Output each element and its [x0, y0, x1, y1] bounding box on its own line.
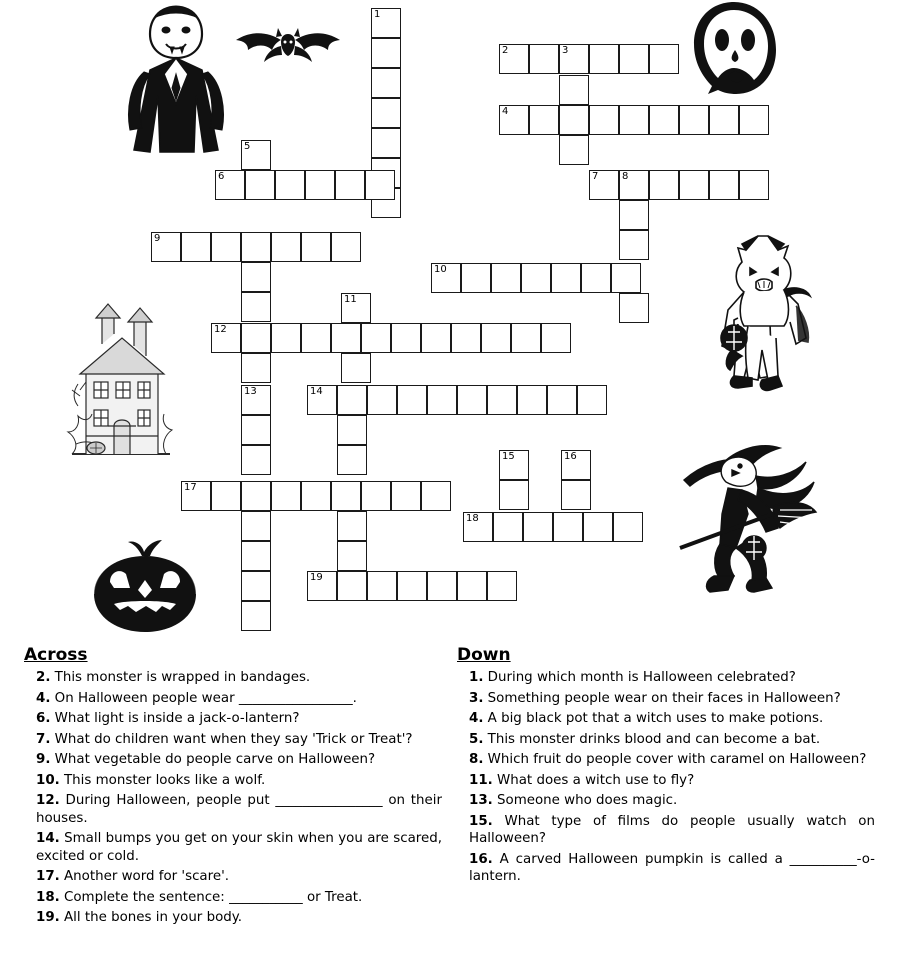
crossword-cell[interactable]	[241, 601, 271, 631]
crossword-cell[interactable]	[583, 512, 613, 542]
crossword-cell[interactable]	[547, 385, 577, 415]
crossword-cell[interactable]	[391, 323, 421, 353]
crossword-cell[interactable]	[367, 385, 397, 415]
crossword-cell[interactable]	[241, 511, 271, 541]
ghost-face-mask-illustration	[684, 0, 786, 96]
crossword-cell[interactable]	[553, 512, 583, 542]
crossword-cell[interactable]	[307, 571, 337, 601]
clue-item	[22, 772, 442, 790]
crossword-cell[interactable]	[559, 135, 589, 165]
clue-text: A big black pot that a witch uses to make potions.	[487, 711, 824, 726]
crossword-cell[interactable]	[331, 481, 361, 511]
clue-item	[455, 751, 875, 769]
crossword-cell[interactable]	[457, 385, 487, 415]
clue-text: What type of films do people usually watch on Halloween?	[469, 813, 875, 846]
crossword-cell[interactable]	[499, 44, 529, 74]
crossword-cell[interactable]	[365, 170, 395, 200]
clue-number: 11.	[469, 772, 493, 788]
crossword-cell[interactable]	[613, 512, 643, 542]
crossword-cell[interactable]	[305, 170, 335, 200]
crossword-cell[interactable]	[451, 323, 481, 353]
clue-item	[455, 710, 875, 728]
crossword-cell[interactable]	[371, 98, 401, 128]
clue-text: Which fruit do people cover with caramel on Halloween?	[487, 752, 867, 767]
crossword-cell[interactable]	[561, 480, 591, 510]
clue-number: 16.	[469, 851, 493, 867]
clue-item	[22, 751, 442, 769]
crossword-cell[interactable]	[371, 128, 401, 158]
cell-number: 15	[502, 451, 515, 462]
clue-text: What does a witch use to fly?	[497, 772, 695, 788]
crossword-cell[interactable]	[337, 385, 367, 415]
crossword-cell[interactable]	[619, 44, 649, 74]
crossword-cell[interactable]	[337, 511, 367, 541]
crossword-cell[interactable]	[709, 105, 739, 135]
clue-item	[455, 690, 875, 708]
crossword-cell[interactable]	[245, 170, 275, 200]
cell-number: 1	[374, 9, 381, 20]
clue-item	[22, 909, 442, 927]
crossword-cell[interactable]	[619, 170, 649, 200]
witch-on-broom-illustration	[662, 436, 826, 596]
crossword-cell[interactable]	[241, 571, 271, 601]
clue-number: 9.	[36, 752, 51, 767]
crossword-cell[interactable]	[499, 450, 529, 480]
crossword-cell[interactable]	[331, 232, 361, 262]
crossword-cell[interactable]	[461, 263, 491, 293]
jack-o-lantern-illustration	[76, 538, 214, 636]
crossword-cell[interactable]	[559, 44, 589, 74]
clue-text: This monster looks like a wolf.	[64, 772, 266, 788]
crossword-cell[interactable]	[559, 75, 589, 105]
clue-number: 19.	[36, 910, 60, 925]
clue-text: Someone who does magic.	[497, 793, 678, 808]
clue-text: Another word for 'scare'.	[64, 869, 230, 884]
crossword-cell[interactable]	[581, 263, 611, 293]
clue-item	[22, 792, 442, 827]
crossword-cell[interactable]	[491, 263, 521, 293]
clue-text: This monster drinks blood and can become a bat.	[487, 731, 821, 747]
clue-item	[22, 830, 442, 865]
crossword-cell[interactable]	[271, 232, 301, 262]
vampire-illustration	[120, 0, 232, 160]
clue-item	[22, 889, 442, 907]
cell-number: 16	[564, 451, 577, 462]
cell-number: 12	[214, 324, 227, 335]
haunted-house-illustration	[56, 286, 186, 460]
crossword-cell[interactable]	[341, 353, 371, 383]
clue-number: 17.	[36, 869, 60, 884]
across-clue-list	[22, 669, 442, 927]
crossword-cell[interactable]	[271, 323, 301, 353]
crossword-cell[interactable]	[589, 170, 619, 200]
crossword-cell[interactable]	[679, 170, 709, 200]
clue-number: 4.	[36, 690, 51, 706]
crossword-cell[interactable]	[431, 263, 461, 293]
crossword-cell[interactable]	[619, 105, 649, 135]
crossword-cell[interactable]	[371, 68, 401, 98]
crossword-cell[interactable]	[619, 200, 649, 230]
crossword-cell[interactable]	[271, 481, 301, 511]
clue-text: What light is inside a jack-o-lantern?	[54, 711, 300, 726]
clue-item	[22, 868, 442, 886]
across-title: Across	[24, 645, 88, 665]
crossword-cell[interactable]	[301, 481, 331, 511]
clue-number: 6.	[36, 711, 51, 726]
crossword-cell[interactable]	[739, 105, 769, 135]
cell-number: 8	[622, 171, 629, 182]
clue-number: 18.	[36, 889, 60, 905]
cell-number: 17	[184, 482, 197, 493]
crossword-cell[interactable]	[397, 385, 427, 415]
down-clues-column	[455, 645, 875, 889]
clue-text: All the bones in your body.	[64, 910, 243, 925]
crossword-cell[interactable]	[397, 571, 427, 601]
clue-item	[22, 731, 442, 749]
clue-item	[22, 710, 442, 728]
crossword-cell[interactable]	[649, 105, 679, 135]
clue-number: 4.	[469, 711, 484, 726]
crossword-cell[interactable]	[241, 481, 271, 511]
cell-number: 6	[218, 171, 225, 182]
crossword-cell[interactable]	[241, 541, 271, 571]
crossword-cell[interactable]	[241, 232, 271, 262]
cell-number: 18	[466, 513, 479, 524]
cell-number: 13	[244, 386, 257, 397]
crossword-cell[interactable]	[151, 232, 181, 262]
crossword-cell[interactable]	[335, 170, 365, 200]
crossword-cell[interactable]	[371, 38, 401, 68]
clue-text: Something people wear on their faces in Halloween?	[487, 690, 841, 706]
crossword-cell[interactable]	[421, 323, 451, 353]
cell-number: 5	[244, 141, 251, 152]
cell-number: 9	[154, 233, 161, 244]
cell-number: 11	[344, 294, 357, 305]
crossword-cell[interactable]	[481, 323, 511, 353]
crossword-cell[interactable]	[487, 385, 517, 415]
crossword-cell[interactable]	[551, 263, 581, 293]
crossword-cell[interactable]	[709, 170, 739, 200]
crossword-cell[interactable]	[337, 541, 367, 571]
crossword-cell[interactable]	[241, 292, 271, 322]
clue-text: Complete the sentence: ___________ or Treat.	[64, 889, 363, 905]
cell-number: 10	[434, 264, 447, 275]
crossword-cell[interactable]	[275, 170, 305, 200]
crossword-cell[interactable]	[241, 140, 271, 170]
clue-number: 1.	[469, 670, 484, 685]
crossword-cell[interactable]	[499, 105, 529, 135]
clue-number: 10.	[36, 772, 60, 788]
clue-number: 14.	[36, 831, 60, 846]
crossword-cell[interactable]	[561, 450, 591, 480]
crossword-cell[interactable]	[241, 323, 271, 353]
crossword-cell[interactable]	[589, 44, 619, 74]
crossword-cell[interactable]	[487, 571, 517, 601]
clue-number: 2.	[36, 670, 51, 685]
crossword-cell[interactable]	[649, 44, 679, 74]
down-title: Down	[457, 645, 511, 665]
crossword-cell[interactable]	[337, 571, 367, 601]
crossword-cell[interactable]	[559, 105, 589, 135]
crossword-cell[interactable]	[589, 105, 619, 135]
clue-item	[22, 669, 442, 687]
crossword-cell[interactable]	[679, 105, 709, 135]
crossword-cell[interactable]	[341, 293, 371, 323]
crossword-cell[interactable]	[241, 445, 271, 475]
clue-text: What vegetable do people carve on Halloween?	[54, 752, 376, 767]
clue-item	[455, 772, 875, 790]
crossword-cell[interactable]	[463, 512, 493, 542]
crossword-cell[interactable]	[241, 415, 271, 445]
clue-text: During which month is Halloween celebrated?	[487, 670, 796, 685]
crossword-cell[interactable]	[529, 105, 559, 135]
across-clues-column	[22, 645, 442, 930]
clue-text: A carved Halloween pumpkin is called a __________-o-lantern.	[469, 851, 875, 884]
cell-number: 7	[592, 171, 599, 182]
clue-item	[455, 731, 875, 749]
crossword-cell[interactable]	[517, 385, 547, 415]
crossword-cell[interactable]	[427, 385, 457, 415]
clue-number: 3.	[469, 690, 484, 706]
crossword-cell[interactable]	[619, 293, 649, 323]
cell-number: 2	[502, 45, 509, 56]
crossword-cell[interactable]	[391, 481, 421, 511]
crossword-cell[interactable]	[371, 8, 401, 38]
clue-number: 12.	[36, 793, 60, 808]
clue-text: On Halloween people wear _________________.	[54, 690, 357, 706]
crossword-cell[interactable]	[529, 44, 559, 74]
crossword-cell[interactable]	[241, 353, 271, 383]
clue-number: 5.	[469, 731, 484, 747]
crossword-cell[interactable]	[337, 445, 367, 475]
cell-number: 14	[310, 386, 323, 397]
crossword-cell[interactable]	[301, 323, 331, 353]
clue-text: This monster is wrapped in bandages.	[54, 670, 311, 685]
clue-item	[455, 792, 875, 810]
crossword-cell[interactable]	[421, 481, 451, 511]
crossword-cell[interactable]	[511, 323, 541, 353]
crossword-cell[interactable]	[367, 571, 397, 601]
crossword-cell[interactable]	[619, 230, 649, 260]
crossword-cell[interactable]	[523, 512, 553, 542]
crossword-cell[interactable]	[181, 232, 211, 262]
down-clue-list	[455, 669, 875, 886]
crossword-cell[interactable]	[331, 323, 361, 353]
clues-section	[0, 645, 898, 980]
crossword-cell[interactable]	[181, 481, 211, 511]
crossword-cell[interactable]	[241, 385, 271, 415]
bat-illustration	[232, 24, 344, 72]
werewolf-illustration	[698, 226, 822, 396]
clue-number: 7.	[36, 731, 51, 747]
crossword-cell[interactable]	[337, 415, 367, 445]
crossword-cell[interactable]	[241, 262, 271, 292]
clue-item	[455, 669, 875, 687]
crossword-cell[interactable]	[215, 170, 245, 200]
crossword-cell[interactable]	[361, 481, 391, 511]
crossword-cell[interactable]	[427, 571, 457, 601]
crossword-cell[interactable]	[649, 170, 679, 200]
clue-text: Small bumps you get on your skin when you are scared, excited or cold.	[36, 831, 442, 864]
clue-text: What do children want when they say 'Trick or Treat'?	[54, 731, 413, 747]
crossword-cell[interactable]	[611, 263, 641, 293]
crossword-cell[interactable]	[301, 232, 331, 262]
crossword-cell[interactable]	[499, 480, 529, 510]
cell-number: 3	[562, 45, 569, 56]
crossword-cell[interactable]	[521, 263, 551, 293]
cell-number: 4	[502, 106, 509, 117]
crossword-cell[interactable]	[211, 323, 241, 353]
crossword-cell[interactable]	[307, 385, 337, 415]
clue-item	[455, 851, 875, 886]
crossword-cell[interactable]	[457, 571, 487, 601]
clue-number: 13.	[469, 793, 493, 808]
clue-item	[22, 690, 442, 708]
crossword-cell[interactable]	[739, 170, 769, 200]
crossword-cell[interactable]	[493, 512, 523, 542]
cell-number: 19	[310, 572, 323, 583]
clue-item	[455, 813, 875, 848]
crossword-cell[interactable]	[211, 481, 241, 511]
crossword-cell[interactable]	[541, 323, 571, 353]
clue-number: 15.	[469, 813, 493, 829]
crossword-cell[interactable]	[577, 385, 607, 415]
crossword-cell[interactable]	[211, 232, 241, 262]
crossword-cell[interactable]	[361, 323, 391, 353]
clue-text: During Halloween, people put ________________ on their houses.	[36, 793, 442, 826]
clue-number: 8.	[469, 752, 484, 767]
